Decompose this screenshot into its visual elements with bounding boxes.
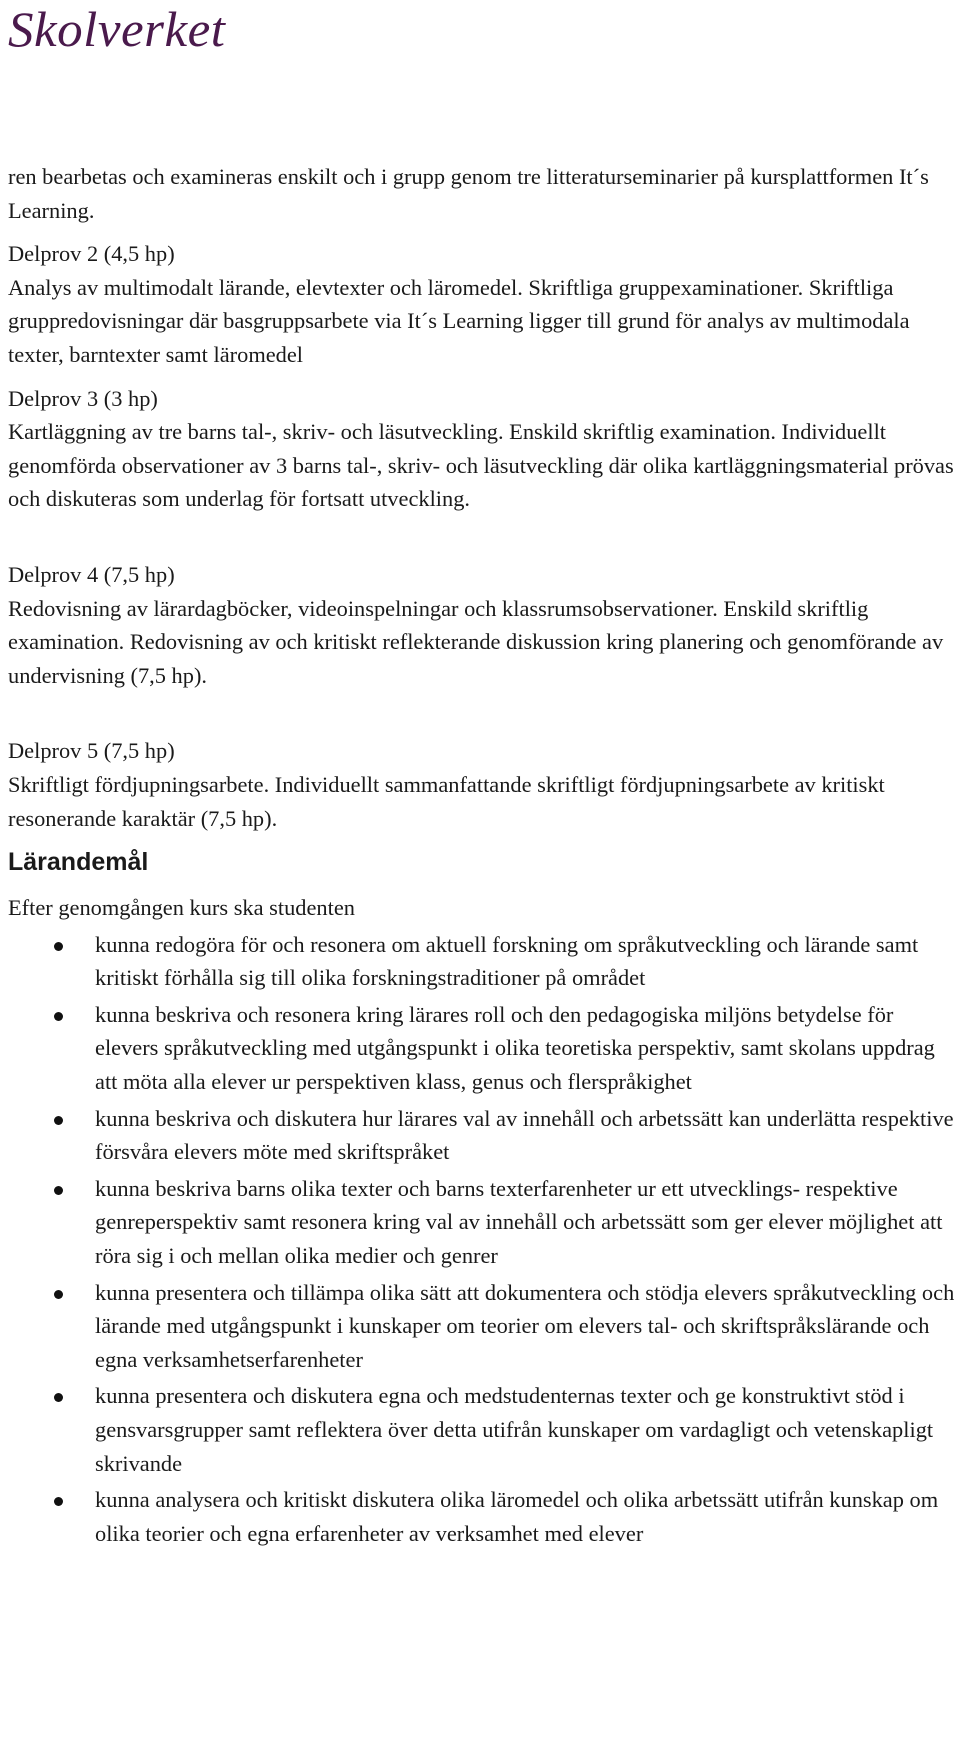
list-item [8,1172,958,1273]
delprov-4-section [8,558,958,692]
list-item-text: kunna presentera och tillämpa olika sätt att dokumentera och stödja elevers språkutveckling och lärande med utgångspunkt i kunskaper om teorier om elevers tal- och skriftspråkslärande och egna verksamhetserfarenheter [95,1279,955,1372]
bullet-icon [54,1186,63,1195]
bullet-icon [54,1497,63,1506]
list-item [8,1102,958,1169]
skolverket-logo: Skolverket [8,1,226,57]
document-body [8,160,958,1553]
delprov-5-body: Skriftligt fördjupningsarbete. Individuellt sammanfattande skriftligt fördjupningsarbete av kritiskt resonerande karaktär (7,5 hp). [8,771,885,831]
delprov-4-title: Delprov 4 (7,5 hp) [8,561,175,587]
delprov-2-body: Analys av multimodalt lärande, elevtexter och läromedel. Skriftliga gruppexaminationer. Skriftliga gruppredovisningar där basgruppsarbete via It´s Learning ligger till grund för analys av multimodala texter, barntexter samt läromedel [8,274,910,367]
larandemal-heading: Lärandemål [8,848,149,877]
list-item [8,1276,958,1377]
larandemal-intro: Efter genomgången kurs ska studenten [8,895,355,921]
delprov-2-section [8,237,958,371]
delprov-5-section [8,734,958,835]
list-item-text: kunna presentera och diskutera egna och medstudenternas texter och ge konstruktivt stöd i gensvarsgrupper samt reflektera över detta utifrån kunskaper om vardagligt och vetenskapligt skrivande [95,1383,934,1476]
delprov-4-body: Redovisning av lärardagböcker, videoinspelningar och klassrumsobservationer. Enskild skriftlig examination. Redovisning av och kritiskt reflekterande diskussion kring planering och genomförande av undervisning (7,5 hp). [8,595,944,688]
delprov-2-title: Delprov 2 (4,5 hp) [8,241,175,267]
list-item-text: kunna redogöra för och resonera om aktuell forskning om språkutveckling och lärande samt kritiskt förhålla sig till olika forskningstraditioner på området [95,931,919,991]
list-item [8,998,958,1099]
bullet-icon [54,1393,63,1402]
list-item [8,1483,958,1550]
delprov-3-section [8,382,958,516]
delprov-3-body: Kartläggning av tre barns tal-, skriv- och läsutveckling. Enskild skriftlig examination. Individuellt genomförda observationer av 3 barns tal-, skriv- och läsutveckling där olika kartläggningsmaterial prövas och diskuteras som underlag för fortsatt utveckling. [8,419,954,512]
larandemal-list [8,928,958,1551]
delprov-3-title: Delprov 3 (3 hp) [8,385,158,411]
list-item [8,1379,958,1480]
list-item-text: kunna beskriva barns olika texter och barns texterfarenheter ur ett utvecklings- respektive genreperspektiv samt resonera kring val av innehåll och arbetssätt som ger elever möjlighet att röra sig i och mellan olika medier och genrer [95,1175,943,1269]
bullet-icon [54,1012,63,1021]
intro-paragraph: ren bearbetas och examineras enskilt och i grupp genom tre litteraturseminarier på kursplattformen It´s Learning. [8,164,929,223]
bullet-icon [54,1290,63,1299]
list-item-text: kunna beskriva och diskutera hur lärares val av innehåll och arbetssätt kan underlätta respektive försvåra elevers möte med skriftspråket [95,1105,954,1165]
list-item-text: kunna beskriva och resonera kring lärares roll och den pedagogiska miljöns betydelse för elevers språkutveckling med utgångspunkt i olika teoretiska perspektiv, samt skolans uppdrag att möta alla elever ur perspektiven klass, genus och flerspråkighet [95,1001,935,1095]
list-item [8,928,958,995]
list-item-text: kunna analysera och kritiskt diskutera olika läromedel och olika arbetssätt utifrån kunskap om olika teorier och egna erfarenheter av verksamhet med elever [95,1487,939,1546]
bullet-icon [54,942,63,951]
delprov-5-title: Delprov 5 (7,5 hp) [8,738,175,764]
bullet-icon [54,1116,63,1125]
